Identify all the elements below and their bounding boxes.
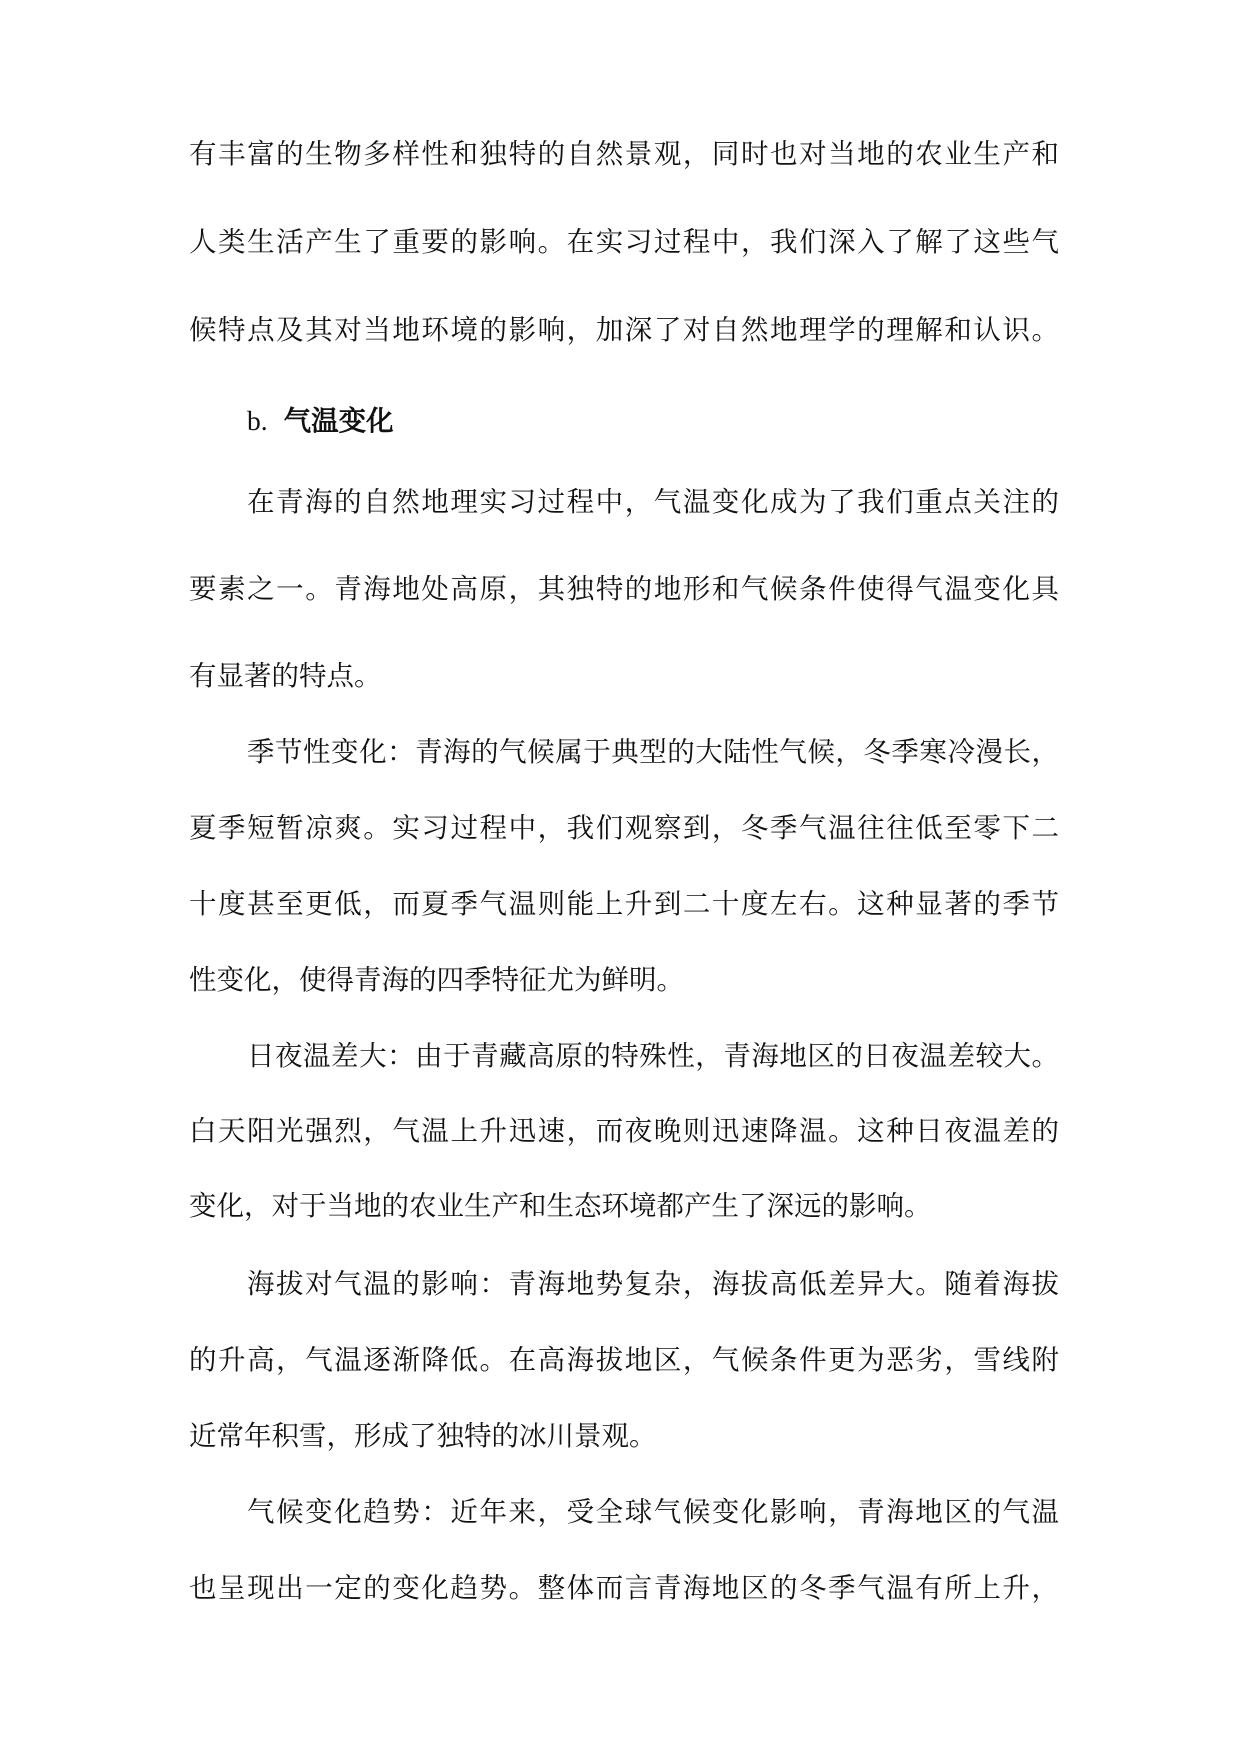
intro-line-1: 有丰富的生物多样性和独特的自然景观，同时也对当地的农业生产和 bbox=[189, 138, 1059, 170]
p5-line-2: 也呈现出一定的变化趋势。整体而言青海地区的冬季气温有所上升， bbox=[189, 1572, 1059, 1604]
p3-line-3: 变化，对于当地的农业生产和生态环境都产生了深远的影响。 bbox=[189, 1190, 932, 1222]
p2-line-3: 十度甚至更低，而夏季气温则能上升到二十度左右。这种显著的季节 bbox=[189, 888, 1059, 920]
section-heading bbox=[247, 399, 394, 443]
p1-line-2: 要素之一。青海地处高原，其独特的地形和气候条件使得气温变化具 bbox=[189, 573, 1059, 605]
p3-line-1: 日夜温差大：由于青藏高原的特殊性，青海地区的日夜温差较大。 bbox=[247, 1040, 1059, 1072]
intro-line-3: 候特点及其对当地环境的影响，加深了对自然地理学的理解和认识。 bbox=[189, 314, 1059, 346]
p2-line-1: 季节性变化：青海的气候属于典型的大陆性气候，冬季寒冷漫长， bbox=[247, 736, 1059, 768]
intro-line-2: 人类生活产生了重要的影响。在实习过程中，我们深入了解了这些气 bbox=[189, 226, 1059, 258]
p4-line-2: 的升高，气温逐渐降低。在高海拔地区，气候条件更为恶劣，雪线附 bbox=[189, 1344, 1059, 1376]
p1-line-1: 在青海的自然地理实习过程中，气温变化成为了我们重点关注的 bbox=[247, 486, 1059, 518]
p2-line-2: 夏季短暂凉爽。实习过程中，我们观察到，冬季气温往往低至零下二 bbox=[189, 812, 1059, 844]
section-marker: b. bbox=[247, 405, 268, 436]
p4-line-3: 近常年积雪，形成了独特的冰川景观。 bbox=[189, 1420, 657, 1452]
p3-line-2: 白天阳光强烈，气温上升迅速，而夜晚则迅速降温。这种日夜温差的 bbox=[189, 1115, 1059, 1147]
p5-line-1: 气候变化趋势：近年来，受全球气候变化影响，青海地区的气温 bbox=[247, 1496, 1059, 1528]
p2-line-4: 性变化，使得青海的四季特征尤为鲜明。 bbox=[189, 964, 684, 996]
section-title: 气温变化 bbox=[283, 405, 394, 437]
p1-line-3: 有显著的特点。 bbox=[189, 660, 382, 692]
p4-line-1: 海拔对气温的影响：青海地势复杂，海拔高低差异大。随着海拔 bbox=[247, 1268, 1059, 1300]
